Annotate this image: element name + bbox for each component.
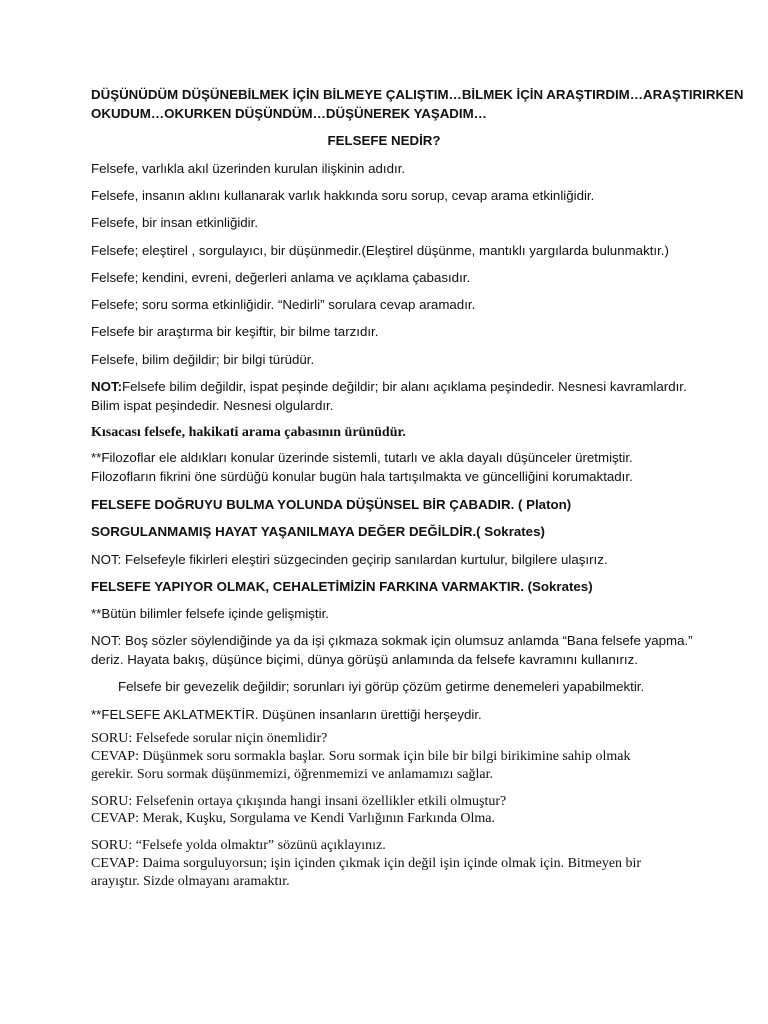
question-2: SORU: Felsefenin ortaya çıkışında hangi insani özellikler etkili olmuştur? (91, 794, 507, 809)
answer-2-line-1: CEVAP: Merak, Kuşku, Sorgulama ve Kendi Varlığının Farkında Olma. (91, 811, 496, 826)
definition-5: Felsefe; kendini, evreni, değerleri anlama ve açıklama çabasıdır. (91, 270, 471, 285)
heading-line-2: OKUDUM…OKURKEN DÜŞÜNDÜM…DÜŞÜNEREK YAŞADIM… (91, 106, 487, 121)
answer-3-line-2: arayıştır. Sizde olmayanı aramaktır. (91, 874, 290, 889)
answer-1-line-1: CEVAP: Düşünmek soru sormakla başlar. Soru sormak için bile bir bilgi birikimine sahip olmak (91, 749, 631, 764)
definition-3: Felsefe, bir insan etkinliğidir. (91, 215, 259, 230)
quote-platon: FELSEFE DOĞRUYU BULMA YOLUNDA DÜŞÜNSEL BİR ÇABADIR. ( Platon) (91, 497, 572, 512)
definition-6: Felsefe; soru sorma etkinliğidir. “Nedirli” sorulara cevap aramadır. (91, 297, 476, 312)
philosophers-line-1: **Filozoflar ele aldıkları konular üzerinde sistemli, tutarlı ve akla dayalı düşünceler üretmiştir. (91, 450, 633, 465)
note-3-line-1: NOT: Boş sözler söylendiğinde ya da işi çıkmaza sokmak için olumsuz anlamda “Bana felsefe yapma.” (91, 633, 693, 648)
gossip-note: Felsefe bir gevezelik değildir; sorunları iyi görüp çözüm getirme denemeleri yapabilmektir. (118, 679, 645, 694)
page-title: FELSEFE NEDİR? (327, 133, 441, 148)
definition-4: Felsefe; eleştirel , sorgulayıcı, bir düşünmedir.(Eleştirel düşünme, mantıklı yargılarda bulunmaktır.) (91, 243, 669, 258)
note-1-line-1 (91, 378, 691, 396)
quote-sokrates-1: SORGULANMAMIŞ HAYAT YAŞANILMAYA DEĞER DEĞİLDİR.( Sokrates) (91, 524, 545, 539)
quote-sokrates-2: FELSEFE YAPIYOR OLMAK, CEHALETİMİZİN FARKINA VARMAKTIR. (Sokrates) (91, 579, 593, 594)
question-1: SORU: Felsefede sorular niçin önemlidir? (91, 731, 328, 746)
question-3: SORU: “Felsefe yolda olmaktır” sözünü açıklayınız. (91, 838, 386, 853)
definition-2: Felsefe, insanın aklını kullanarak varlık hakkında soru sorup, cevap arama etkinliğidir. (91, 188, 595, 203)
note-2: NOT: Felsefeyle fikirleri eleştiri süzgecinden geçirip sanılardan kurtulur, bilgilere ulaşırız. (91, 552, 608, 567)
note-label: NOT: (91, 379, 123, 394)
aklatmak-note: **FELSEFE AKLATMEKTİR. Düşünen insanların ürettiği herşeydir. (91, 707, 482, 722)
answer-3-line-1: CEVAP: Daima sorguluyorsun; işin içinden çıkmak için değil işin içinde olmak için. Bitmeyen bir (91, 856, 642, 871)
note-3-line-2: deriz. Hayata bakış, düşünce biçimi, dünya görüşü anlamında da felsefe kavramını kullanırız. (91, 652, 638, 667)
heading-line-1: DÜŞÜNÜDÜM DÜŞÜNEBİLMEK İÇİN BİLMEYE ÇALIŞTIM…BİLMEK İÇİN ARAŞTIRDIM…ARAŞTIRIRKEN (91, 87, 744, 102)
definition-8: Felsefe, bilim değildir; bir bilgi türüdür. (91, 352, 315, 367)
definition-1: Felsefe, varlıkla akıl üzerinden kurulan ilişkinin adıdır. (91, 161, 406, 176)
answer-1-line-2: gerekir. Soru sormak düşünmemizi, öğrenmemizi ve anlamamızı sağlar. (91, 767, 494, 782)
philosophers-line-2: Filozofların fikrini öne sürdüğü konular bugün hala tartışılmakta ve güncelliğini korumaktadır. (91, 469, 633, 484)
definition-7: Felsefe bir araştırma bir keşiftir, bir bilme tarzıdır. (91, 324, 379, 339)
note-1-text: Felsefe bilim değildir, ispat peşinde değildir; bir alanı açıklama peşindedir. Nesnesi kavramlardır. (122, 379, 687, 394)
summary: Kısacası felsefe, hakikati arama çabasının ürünüdür. (91, 425, 406, 440)
sciences-note: **Bütün bilimler felsefe içinde gelişmiştir. (91, 606, 329, 621)
note-1-line-2: Bilim ispat peşindedir. Nesnesi olgulardır. (91, 398, 334, 413)
